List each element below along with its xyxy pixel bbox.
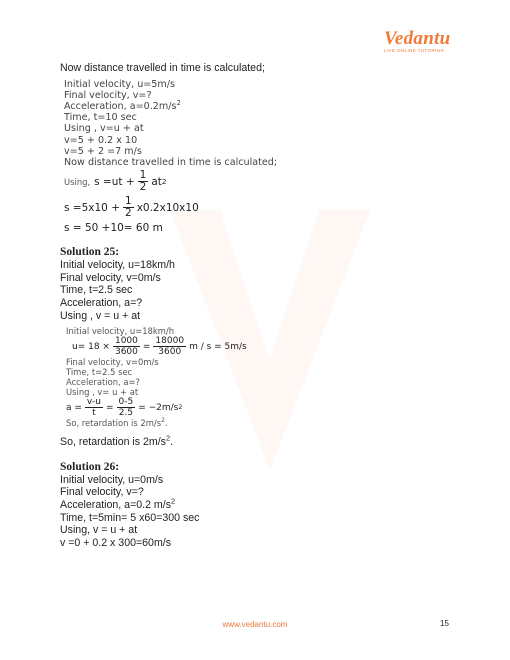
text-line: Time, t=2.5 sec [66, 367, 133, 378]
text-line: Initial velocity, u=18km/h [66, 326, 175, 337]
logo-tagline: LIVE ONLINE TUTORING [384, 48, 445, 53]
text-line: Time, t=2.5 sec [60, 284, 133, 297]
text-line: Final velocity, v=0m/s [60, 271, 161, 284]
logo-text: Vedantu [384, 28, 451, 49]
vedantu-logo [384, 28, 464, 62]
text-line: Time, t=5min= 5 x60=300 sec [60, 511, 200, 524]
text-line: v=5 + 2 =7 m/s [64, 145, 142, 157]
footer-link[interactable]: www.vedantu.com [222, 620, 288, 629]
text-line: Using , v=u + at [64, 123, 144, 135]
equation-2: s =5x10 + $\frac{1}{2}$ x0.2x10x10 [64, 195, 199, 220]
page-number: 15 [440, 619, 449, 628]
text-line: Acceleration, a=? [60, 297, 143, 309]
equation-3: s = 50 +10= 60 m [64, 222, 163, 235]
text-line: Acceleration, a=? [66, 377, 140, 388]
conclusion-line: So, retardation is $2m/s^2$. [60, 433, 174, 449]
text-line: v=5 + 0.2 x 10 [64, 134, 138, 146]
text-line: So, retardation is $2m/s^2$. [66, 418, 168, 429]
text-line: v =0 + 0.2 x 300=60m/s [60, 536, 172, 549]
equation-1: Using, s =ut + $\frac{1}{2}$ at 2 [64, 169, 167, 194]
text-line: Initial velocity, u=5m/s [64, 78, 175, 90]
text-line: Time, t=10 sec [64, 112, 137, 124]
text-line: Acceleration, a=0.2 $m/s^2$ [60, 496, 176, 511]
equation-acceleration: a = $\frac{v-u}{t}$ = $\frac{0-5}{2.5}$ = −2m/s 2 [66, 397, 183, 419]
intro-line: Now distance travelled in time is calculated; [60, 62, 265, 74]
text-line: Final velocity, v=0m/s [66, 357, 159, 368]
text-line: Acceleration, $a=0.2m/s^2$ [64, 98, 181, 112]
text-line: Initial velocity, u=18km/h [60, 259, 175, 272]
text-line: Now distance travelled in time is calculated; [64, 157, 278, 169]
text-line: Final velocity, v=? [60, 486, 144, 499]
solution-25-heading: Solution 25: [60, 246, 120, 259]
page-content [60, 62, 460, 549]
equation-speed-conversion: u= 18 × $\frac{1000}{3600}$ = $\frac{18000}{3600}$ m / s = 5m/s [72, 336, 247, 358]
text-line: Final velocity, v=? [64, 89, 152, 101]
solution-26-heading: Solution 26: [60, 460, 120, 473]
text-line: Initial velocity, u=0m/s [60, 473, 164, 486]
text-line: Using, v = u + at [60, 524, 138, 537]
text-line: Using , v = u + at [60, 309, 141, 322]
text-line: Using , v= u + at [66, 387, 139, 398]
